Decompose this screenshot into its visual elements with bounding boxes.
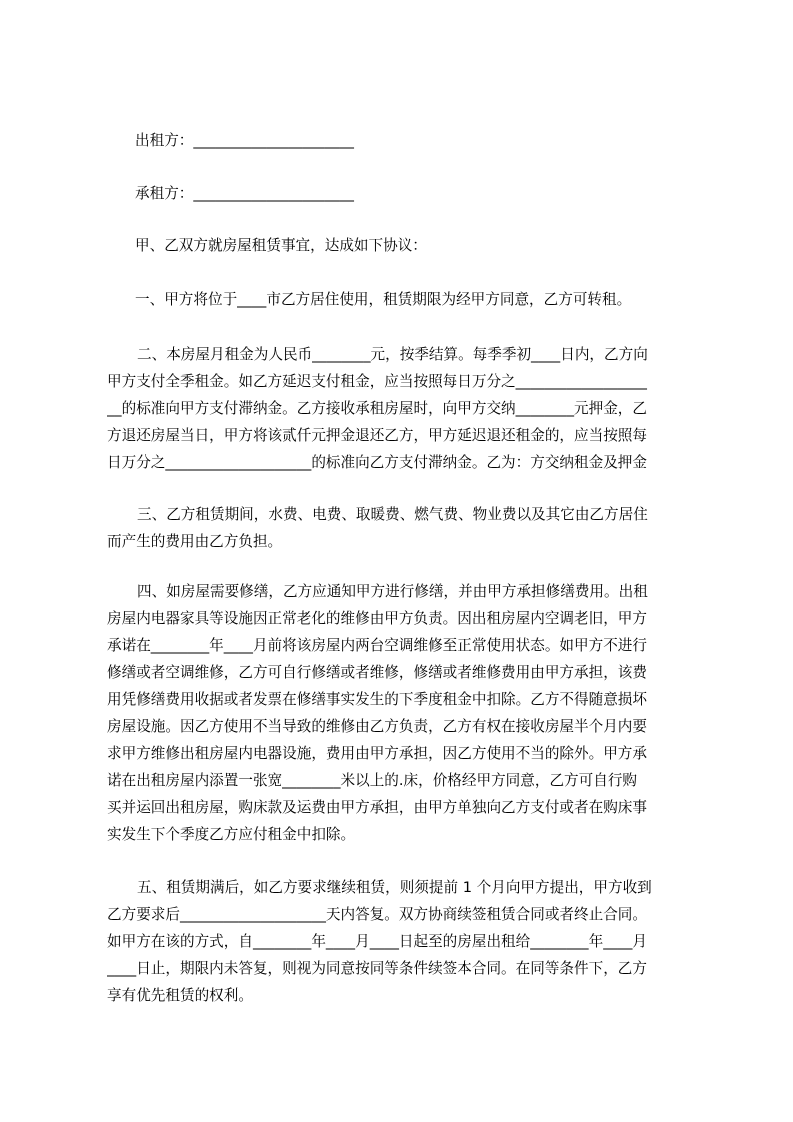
clause-4-line: 房屋内电器家具等设施因正常老化的维修由甲方负责。因出租房屋内空调老旧，甲方 xyxy=(107,610,647,627)
clause-4-line: 承诺在________年____月前将该房屋内两台空调维修至正常使用状态。如甲方不进行 xyxy=(107,637,647,654)
lessee-line: 承租方：______________________ xyxy=(135,185,354,202)
clause-2-line: 日万分之____________________的标准向乙方支付滞纳金。乙为：方交纳租金及押金 xyxy=(107,454,647,471)
lessor-line: 出租方：______________________ xyxy=(135,132,354,149)
clause-4-line: 买并运回出租房屋，购床款及运费由甲方承担，由甲方单独向乙方支付或者在购床事 xyxy=(107,799,647,816)
clause-2-line: 二、本房屋月租金为人民币________元，按季结算。每季季初____日内，乙方向 xyxy=(137,346,648,363)
clause-4-line: 求甲方维修出租房屋内电器设施，费用由甲方承担，因乙方使用不当的除外。甲方承 xyxy=(107,745,647,762)
clause-5-line: ____日止，期限内未答复，则视为同意按同等条件续签本合同。在同等条件下，乙方 xyxy=(107,960,647,977)
intro-line: 甲、乙双方就房屋租赁事宜，达成如下协议： xyxy=(135,237,427,254)
clause-4-line: 实发生下个季度乙方应付租金中扣除。 xyxy=(107,826,356,843)
clause-2-line: __的标准向甲方支付滞纳金。乙方接收承租房屋时，向甲方交纳________元押金，乙 xyxy=(107,400,647,417)
clause-4-line: 四、如房屋需要修缮，乙方应通知甲方进行修缮，并由甲方承担修缮费用。出租 xyxy=(137,583,648,600)
clause-2-line: 方退还房屋当日，甲方将该贰仟元押金退还乙方，甲方延迟退还租金的，应当按照每 xyxy=(107,427,647,444)
clause-5-line: 如甲方在该的方式，自________年____月____日起至的房屋出租给________年____月 xyxy=(107,933,647,950)
clause-4-line: 修缮或者空调维修，乙方可自行修缮或者维修，修缮或者维修费用由甲方承担，该费 xyxy=(107,664,647,681)
clause-5-line: 乙方要求后____________________天内答复。双方协商续签租赁合同或者终止合同。 xyxy=(107,906,647,923)
clause-2-line: 甲方支付全季租金。如乙方延迟支付租金，应当按照每日万分之__________________ xyxy=(107,373,647,390)
clause-4-line: 用凭修缮费用收据或者发票在修缮事实发生的下季度租金中扣除。乙方不得随意损坏 xyxy=(107,691,647,708)
clause-3-line: 而产生的费用由乙方负担。 xyxy=(107,533,283,550)
clause-4-line: 诺在出租房屋内添置一张宽________米以上的.床，价格经甲方同意，乙方可自行购 xyxy=(107,772,638,789)
clause-3-line: 三、乙方租赁期间，水费、电费、取暖费、燃气费、物业费以及其它由乙方居住 xyxy=(137,506,648,523)
clause-5-line: 五、租赁期满后，如乙方要求继续租赁，则须提前 1 个月向甲方提出，甲方收到 xyxy=(137,879,652,896)
clause-5-line: 享有优先租赁的权利。 xyxy=(107,987,253,1004)
clause-4-line: 房屋设施。因乙方使用不当导致的维修由乙方负责，乙方有权在接收房屋半个月内要 xyxy=(107,718,647,735)
clause-1-line: 一、甲方将位于____市乙方居住使用，租赁期限为经甲方同意，乙方可转租。 xyxy=(135,291,632,308)
